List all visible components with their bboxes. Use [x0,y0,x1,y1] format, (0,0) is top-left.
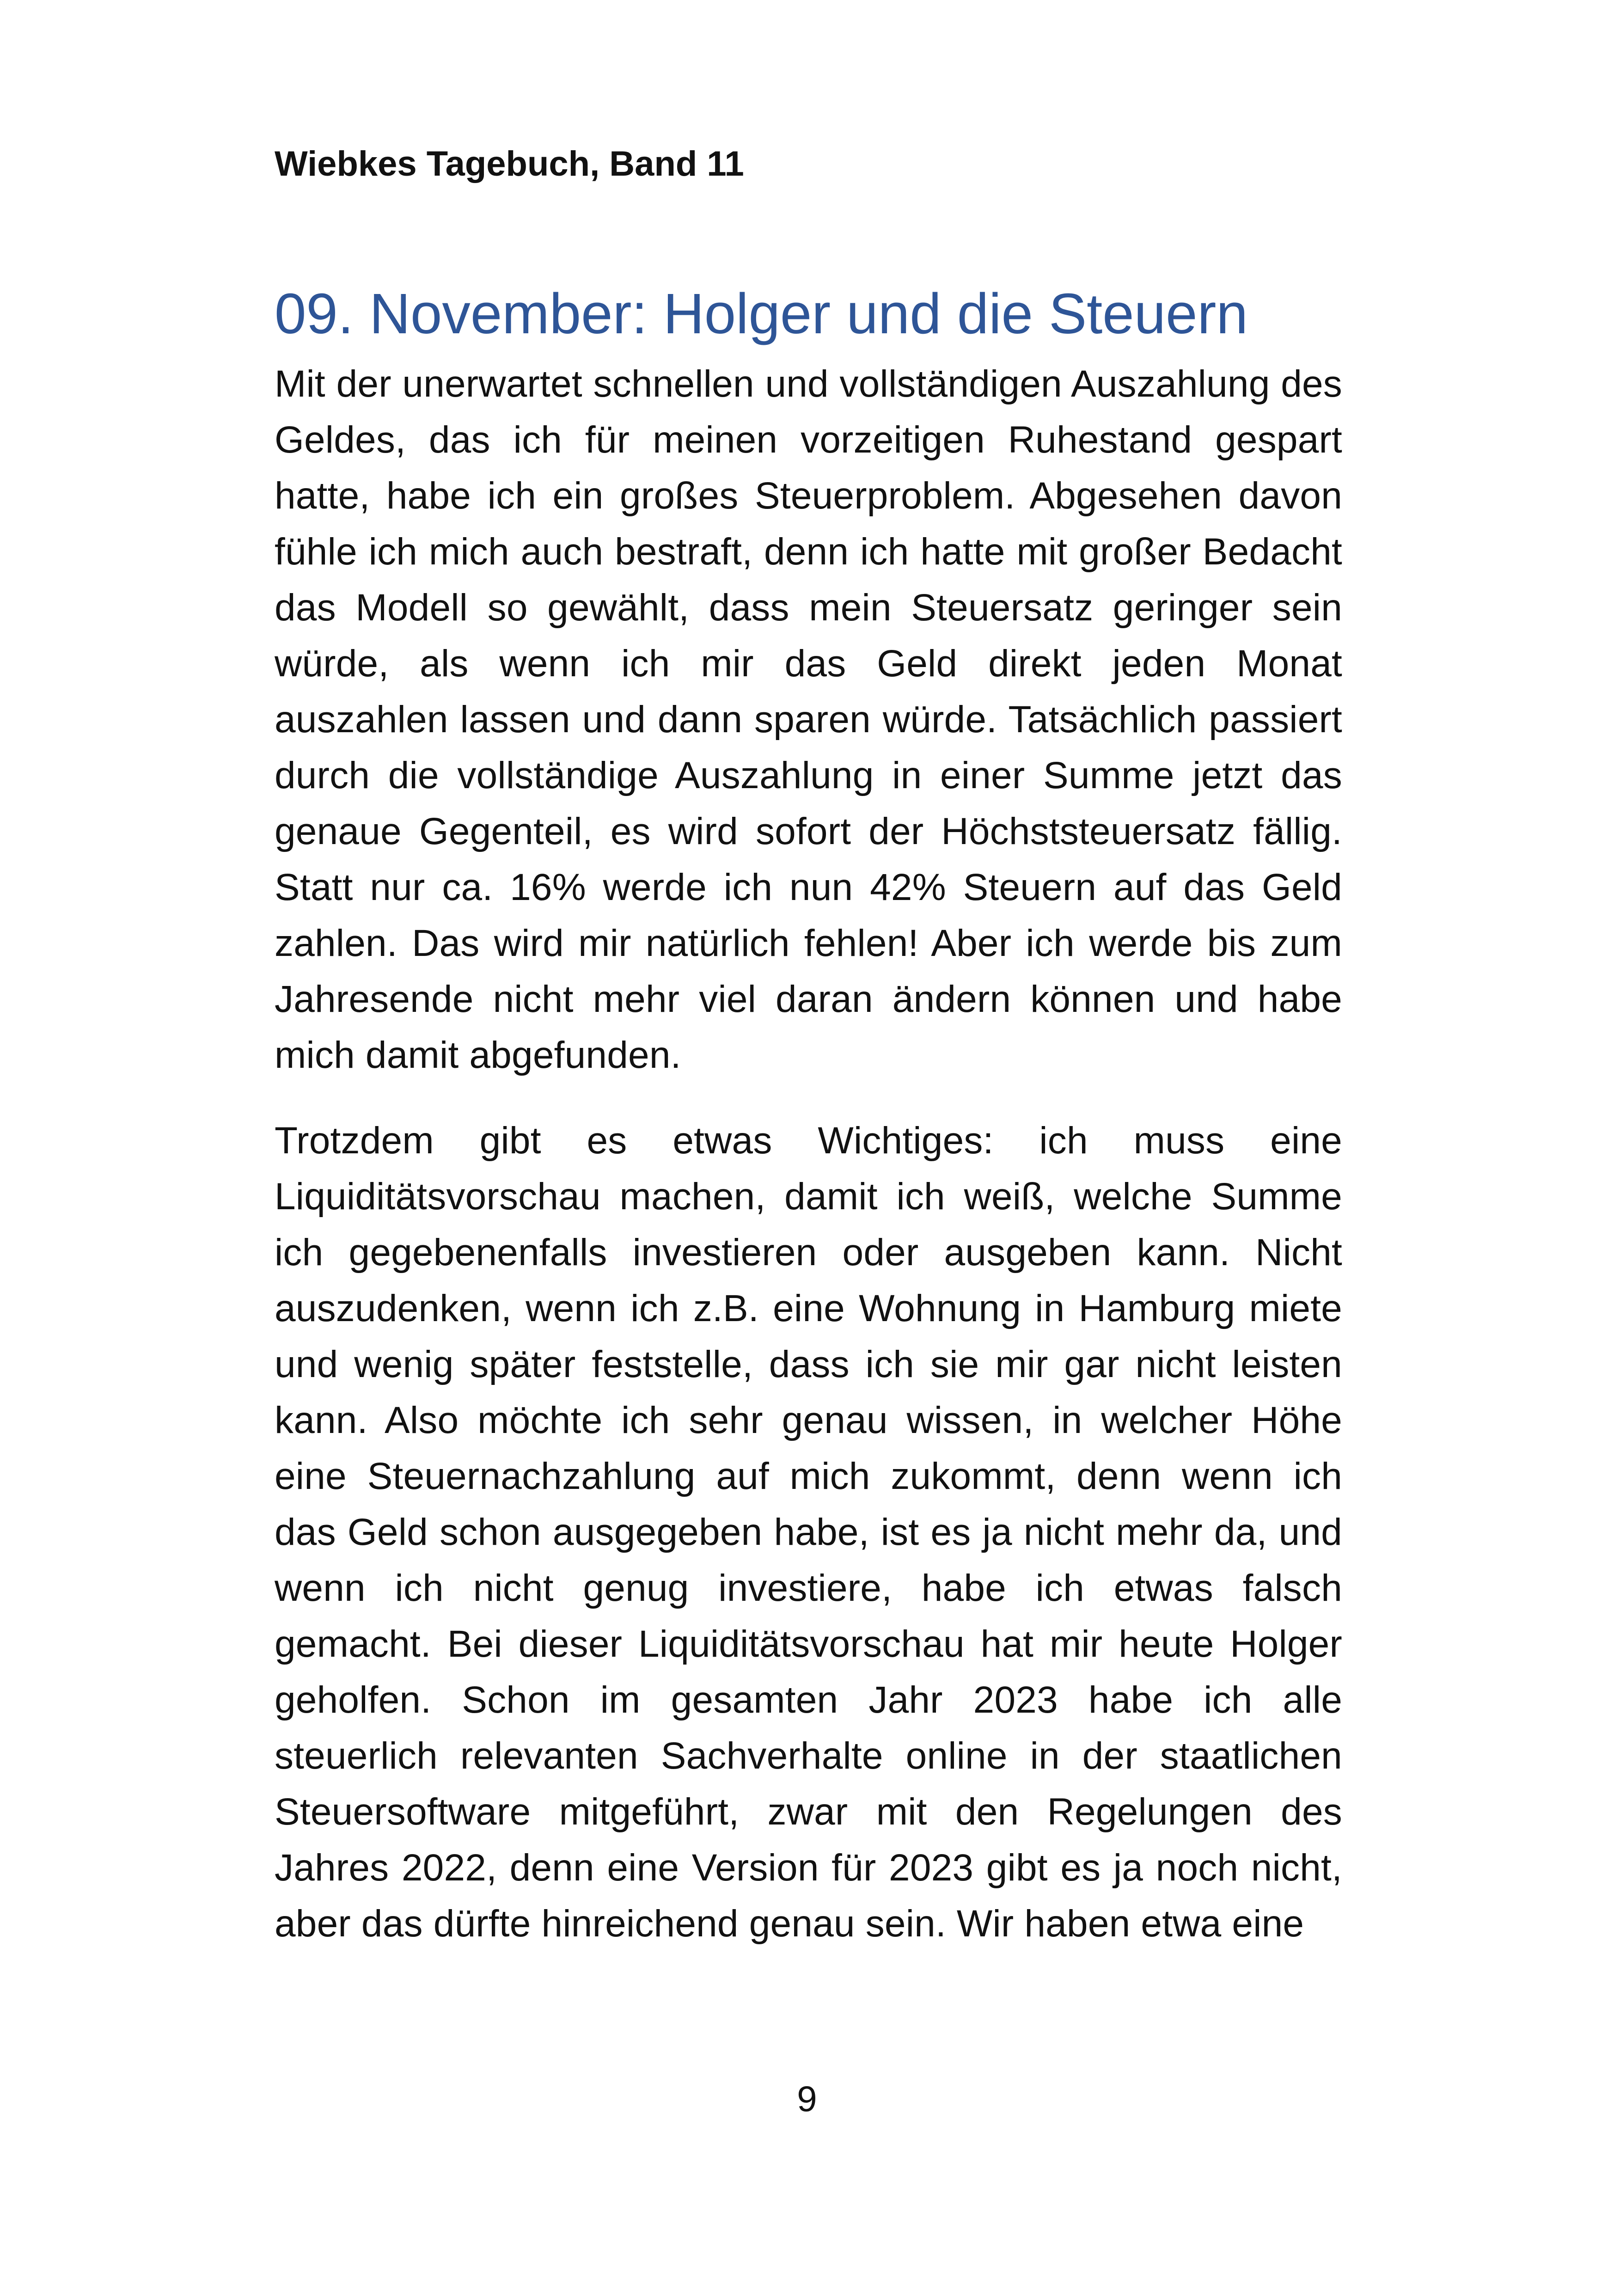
paragraph: Trotzdem gibt es etwas Wichtiges: ich muss eine Liquiditätsvorschau machen, damit ich weiß, welche Summe ich gegebenenfalls investieren oder ausgeben kann. Nicht auszudenken, wenn ich z.B. eine Wohnung in Hamburg miete und wenig später feststelle, dass ich sie mir gar nicht leisten kann. Also möchte ich sehr genau wissen, in welcher Höhe eine Steuernachzahlung auf mich zukommt, denn wenn ich das Geld schon ausgegeben habe, ist es ja nicht mehr da, und wenn ich nicht genug investiere, habe ich etwas falsch gemacht. Bei dieser Liquiditätsvorschau hat mir heute Holger geholfen. Schon im gesamten Jahr 2023 habe ich alle steuerlich relevanten Sachverhalte online in der staatlichen Steuersoftware mitgeführt, zwar mit den Regelungen des Jahres 2022, denn eine Version für 2023 gibt es ja noch nicht, aber das dürfte hinreichend genau sein. Wir haben etwa eine [275,1120,1342,1945]
page-number: 9 [797,2078,817,2119]
chapter-title: 09. November: Holger und die Steuern [275,282,1248,346]
body-text [275,356,1342,1981]
paragraph: Mit der unerwartet schnellen und vollständigen Auszahlung des Geldes, das ich für meinen vorzeitigen Ruhestand gespart hatte, habe ich ein großes Steuerproblem. Abgesehen davon fühle ich mich auch bestraft, denn ich hatte mit großer Bedacht das Modell so gewählt, dass mein Steuersatz geringer sein würde, als wenn ich mir das Geld direkt jeden Monat auszahlen lassen und dann sparen würde. Tatsächlich passiert durch die vollständige Auszahlung in einer Summe jetzt das genaue Gegenteil, es wird sofort der Höchststeuersatz fällig. Statt nur ca. 16% werde ich nun 42% Steuern auf das Geld zahlen. Das wird mir natürlich fehlen! Aber ich werde bis zum Jahresende nicht mehr viel daran ändern können und habe mich damit abgefunden. [275,363,1342,1076]
running-header: Wiebkes Tagebuch, Band 11 [275,144,744,184]
